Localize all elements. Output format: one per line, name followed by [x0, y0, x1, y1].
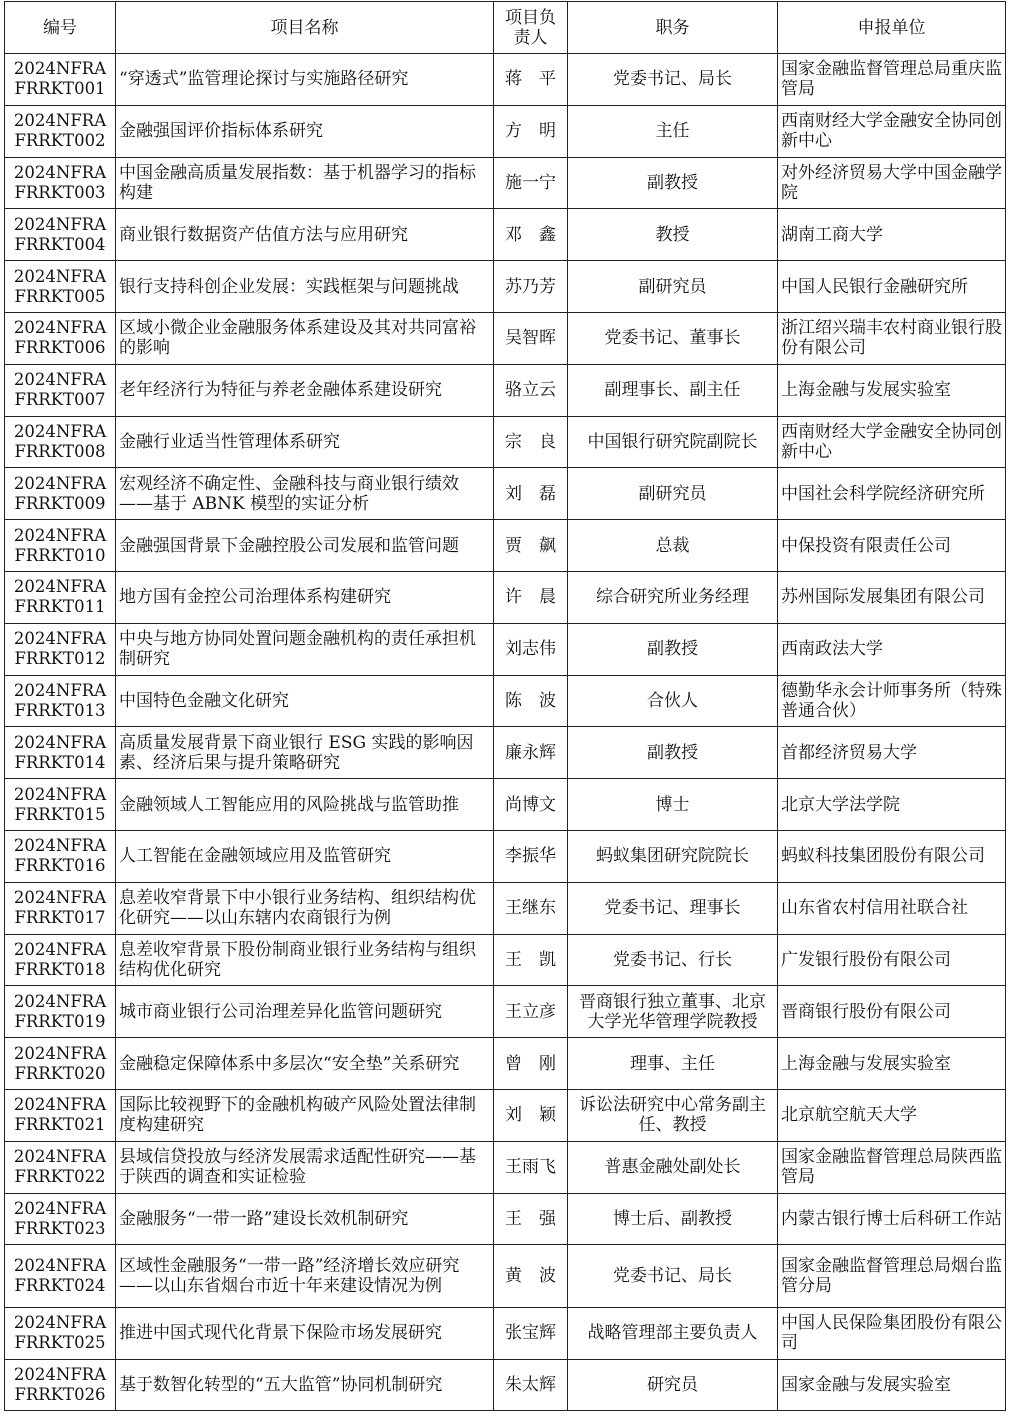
cell-name: 金融稳定保障体系中多层次“安全垫”关系研究 [116, 1038, 494, 1090]
cell-name: 银行支持科创企业发展：实践框架与问题挑战 [116, 261, 494, 313]
table-row [5, 882, 1006, 934]
cell-id: 2024NFRA FRRKT010 [5, 520, 116, 572]
table-row [5, 54, 1006, 106]
cell-org: 国家金融监督管理总局重庆监管局 [778, 54, 1006, 106]
cell-org: 北京航空航天大学 [778, 1089, 1006, 1141]
cell-lead: 贾 飙 [494, 520, 568, 572]
cell-post: 副研究员 [568, 261, 778, 313]
cell-name: 国际比较视野下的金融机构破产风险处置法律制度构建研究 [116, 1089, 494, 1141]
cell-org: 中国社会科学院经济研究所 [778, 468, 1006, 520]
cell-id: 2024NFRA FRRKT021 [5, 1089, 116, 1141]
cell-post: 理事、主任 [568, 1038, 778, 1090]
cell-post: 党委书记、董事长 [568, 312, 778, 364]
cell-post: 合伙人 [568, 675, 778, 727]
cell-name: 人工智能在金融领域应用及监管研究 [116, 830, 494, 882]
cell-lead: 张宝辉 [494, 1307, 568, 1359]
cell-id: 2024NFRA FRRKT009 [5, 468, 116, 520]
cell-name: 中国特色金融文化研究 [116, 675, 494, 727]
cell-id: 2024NFRA FRRKT016 [5, 830, 116, 882]
cell-name: 城市商业银行公司治理差异化监管问题研究 [116, 986, 494, 1038]
cell-id: 2024NFRA FRRKT014 [5, 727, 116, 779]
cell-id: 2024NFRA FRRKT005 [5, 261, 116, 313]
cell-lead: 陈 波 [494, 675, 568, 727]
cell-post: 战略管理部主要负责人 [568, 1307, 778, 1359]
cell-id: 2024NFRA FRRKT023 [5, 1193, 116, 1245]
cell-name: “穿透式”监管理论探讨与实施路径研究 [116, 54, 494, 106]
cell-lead: 廉永辉 [494, 727, 568, 779]
cell-name: 息差收窄背景下股份制商业银行业务结构与组织结构优化研究 [116, 934, 494, 986]
cell-org: 晋商银行股份有限公司 [778, 986, 1006, 1038]
cell-id: 2024NFRA FRRKT018 [5, 934, 116, 986]
table-row [5, 571, 1006, 623]
cell-post: 党委书记、行长 [568, 934, 778, 986]
cell-org: 内蒙古银行博士后科研工作站 [778, 1193, 1006, 1245]
cell-id: 2024NFRA FRRKT008 [5, 416, 116, 468]
cell-post: 蚂蚁集团研究院院长 [568, 830, 778, 882]
table-row [5, 416, 1006, 468]
cell-org: 苏州国际发展集团有限公司 [778, 571, 1006, 623]
cell-id: 2024NFRA FRRKT019 [5, 986, 116, 1038]
cell-name: 高质量发展背景下商业银行 ESG 实践的影响因素、经济后果与提升策略研究 [116, 727, 494, 779]
cell-name: 老年经济行为特征与养老金融体系建设研究 [116, 364, 494, 416]
table-row [5, 364, 1006, 416]
cell-name: 息差收窄背景下中小银行业务结构、组织结构优化研究——以山东辖内农商银行为例 [116, 882, 494, 934]
cell-id: 2024NFRA FRRKT002 [5, 105, 116, 157]
cell-org: 西南财经大学金融安全协同创新中心 [778, 105, 1006, 157]
cell-post: 博士 [568, 779, 778, 831]
cell-id: 2024NFRA FRRKT022 [5, 1141, 116, 1193]
cell-name: 基于数智化转型的“五大监管”协同机制研究 [116, 1359, 494, 1411]
header-post: 职务 [568, 2, 778, 54]
cell-lead: 王继东 [494, 882, 568, 934]
cell-id: 2024NFRA FRRKT012 [5, 623, 116, 675]
table-row [5, 830, 1006, 882]
table-row [5, 779, 1006, 831]
projects-table [4, 1, 1006, 1411]
cell-lead: 尚博文 [494, 779, 568, 831]
cell-id: 2024NFRA FRRKT004 [5, 209, 116, 261]
table-row [5, 986, 1006, 1038]
cell-id: 2024NFRA FRRKT025 [5, 1307, 116, 1359]
cell-name: 县域信贷投放与经济发展需求适配性研究——基于陕西的调查和实证检验 [116, 1141, 494, 1193]
cell-name: 地方国有金控公司治理体系构建研究 [116, 571, 494, 623]
cell-post: 中国银行研究院副院长 [568, 416, 778, 468]
table-body [5, 54, 1006, 1411]
table-row [5, 675, 1006, 727]
cell-post: 党委书记、局长 [568, 54, 778, 106]
cell-lead: 施一宁 [494, 157, 568, 209]
cell-name: 推进中国式现代化背景下保险市场发展研究 [116, 1307, 494, 1359]
cell-name: 中国金融高质量发展指数：基于机器学习的指标构建 [116, 157, 494, 209]
cell-post: 副教授 [568, 623, 778, 675]
cell-org: 西南财经大学金融安全协同创新中心 [778, 416, 1006, 468]
table-row [5, 157, 1006, 209]
cell-lead: 邓 鑫 [494, 209, 568, 261]
cell-post: 副教授 [568, 727, 778, 779]
table-row [5, 623, 1006, 675]
cell-id: 2024NFRA FRRKT001 [5, 54, 116, 106]
cell-id: 2024NFRA FRRKT003 [5, 157, 116, 209]
cell-lead: 朱太辉 [494, 1359, 568, 1411]
cell-org: 蚂蚁科技集团股份有限公司 [778, 830, 1006, 882]
cell-post: 党委书记、局长 [568, 1245, 778, 1308]
table-row [5, 468, 1006, 520]
table-row [5, 1089, 1006, 1141]
cell-post: 副理事长、副主任 [568, 364, 778, 416]
cell-name: 中央与地方协同处置问题金融机构的责任承担机制研究 [116, 623, 494, 675]
header-org: 申报单位 [778, 2, 1006, 54]
cell-name: 区域性金融服务“一带一路”经济增长效应研究——以山东省烟台市近十年来建设情况为例 [116, 1245, 494, 1308]
cell-lead: 苏乃芳 [494, 261, 568, 313]
cell-name: 金融服务“一带一路”建设长效机制研究 [116, 1193, 494, 1245]
cell-post: 博士后、副教授 [568, 1193, 778, 1245]
cell-lead: 王立彦 [494, 986, 568, 1038]
cell-org: 山东省农村信用社联合社 [778, 882, 1006, 934]
cell-lead: 黄 波 [494, 1245, 568, 1308]
cell-org: 上海金融与发展实验室 [778, 364, 1006, 416]
cell-id: 2024NFRA FRRKT024 [5, 1245, 116, 1308]
table-row [5, 1359, 1006, 1411]
cell-org: 中国人民保险集团股份有限公司 [778, 1307, 1006, 1359]
table-row [5, 727, 1006, 779]
cell-post: 教授 [568, 209, 778, 261]
cell-org: 首都经济贸易大学 [778, 727, 1006, 779]
cell-post: 总裁 [568, 520, 778, 572]
cell-post: 主任 [568, 105, 778, 157]
cell-id: 2024NFRA FRRKT015 [5, 779, 116, 831]
table-row [5, 1307, 1006, 1359]
cell-id: 2024NFRA FRRKT026 [5, 1359, 116, 1411]
cell-org: 国家金融监督管理总局烟台监管分局 [778, 1245, 1006, 1308]
cell-post: 研究员 [568, 1359, 778, 1411]
cell-lead: 王雨飞 [494, 1141, 568, 1193]
cell-name: 商业银行数据资产估值方法与应用研究 [116, 209, 494, 261]
table-row [5, 520, 1006, 572]
cell-lead: 吴智晖 [494, 312, 568, 364]
cell-name: 金融行业适当性管理体系研究 [116, 416, 494, 468]
cell-name: 金融强国背景下金融控股公司发展和监管问题 [116, 520, 494, 572]
cell-name: 金融强国评价指标体系研究 [116, 105, 494, 157]
cell-lead: 刘志伟 [494, 623, 568, 675]
cell-org: 德勤华永会计师事务所（特殊普通合伙） [778, 675, 1006, 727]
cell-id: 2024NFRA FRRKT013 [5, 675, 116, 727]
cell-post: 副教授 [568, 157, 778, 209]
header-row [5, 2, 1006, 54]
header-lead [494, 2, 568, 54]
cell-org: 湖南工商大学 [778, 209, 1006, 261]
table-row [5, 312, 1006, 364]
cell-id: 2024NFRA FRRKT020 [5, 1038, 116, 1090]
cell-lead: 王 强 [494, 1193, 568, 1245]
cell-org: 中保投资有限责任公司 [778, 520, 1006, 572]
cell-lead: 许 晨 [494, 571, 568, 623]
table-row [5, 1038, 1006, 1090]
cell-org: 浙江绍兴瑞丰农村商业银行股份有限公司 [778, 312, 1006, 364]
table-row [5, 261, 1006, 313]
cell-post: 诉讼法研究中心常务副主任、教授 [568, 1089, 778, 1141]
cell-name: 金融领域人工智能应用的风险挑战与监管助推 [116, 779, 494, 831]
cell-org: 上海金融与发展实验室 [778, 1038, 1006, 1090]
table-row [5, 1141, 1006, 1193]
table-row [5, 105, 1006, 157]
cell-org: 对外经济贸易大学中国金融学院 [778, 157, 1006, 209]
cell-post: 晋商银行独立董事、北京大学光华管理学院教授 [568, 986, 778, 1038]
cell-lead: 宗 良 [494, 416, 568, 468]
cell-org: 国家金融监督管理总局陕西监管局 [778, 1141, 1006, 1193]
cell-id: 2024NFRA FRRKT011 [5, 571, 116, 623]
cell-post: 综合研究所业务经理 [568, 571, 778, 623]
table-row [5, 934, 1006, 986]
header-id: 编号 [5, 2, 116, 54]
header-lead-label: 项目负责人 [505, 7, 556, 48]
cell-lead: 曾 刚 [494, 1038, 568, 1090]
cell-post: 副研究员 [568, 468, 778, 520]
cell-lead: 骆立云 [494, 364, 568, 416]
cell-lead: 方 明 [494, 105, 568, 157]
table-row [5, 1245, 1006, 1308]
table-row [5, 209, 1006, 261]
cell-post: 普惠金融处副处长 [568, 1141, 778, 1193]
header-name: 项目名称 [116, 2, 494, 54]
cell-lead: 蒋 平 [494, 54, 568, 106]
cell-org: 国家金融与发展实验室 [778, 1359, 1006, 1411]
cell-id: 2024NFRA FRRKT006 [5, 312, 116, 364]
cell-lead: 刘 磊 [494, 468, 568, 520]
cell-org: 广发银行股份有限公司 [778, 934, 1006, 986]
cell-org: 中国人民银行金融研究所 [778, 261, 1006, 313]
cell-org: 北京大学法学院 [778, 779, 1006, 831]
table-header [5, 2, 1006, 54]
table-row [5, 1193, 1006, 1245]
cell-lead: 李振华 [494, 830, 568, 882]
cell-id: 2024NFRA FRRKT017 [5, 882, 116, 934]
cell-name: 宏观经济不确定性、金融科技与商业银行绩效——基于 ABNK 模型的实证分析 [116, 468, 494, 520]
cell-post: 党委书记、理事长 [568, 882, 778, 934]
cell-lead: 刘 颖 [494, 1089, 568, 1141]
cell-lead: 王 凯 [494, 934, 568, 986]
cell-name: 区域小微企业金融服务体系建设及其对共同富裕的影响 [116, 312, 494, 364]
cell-org: 西南政法大学 [778, 623, 1006, 675]
cell-id: 2024NFRA FRRKT007 [5, 364, 116, 416]
